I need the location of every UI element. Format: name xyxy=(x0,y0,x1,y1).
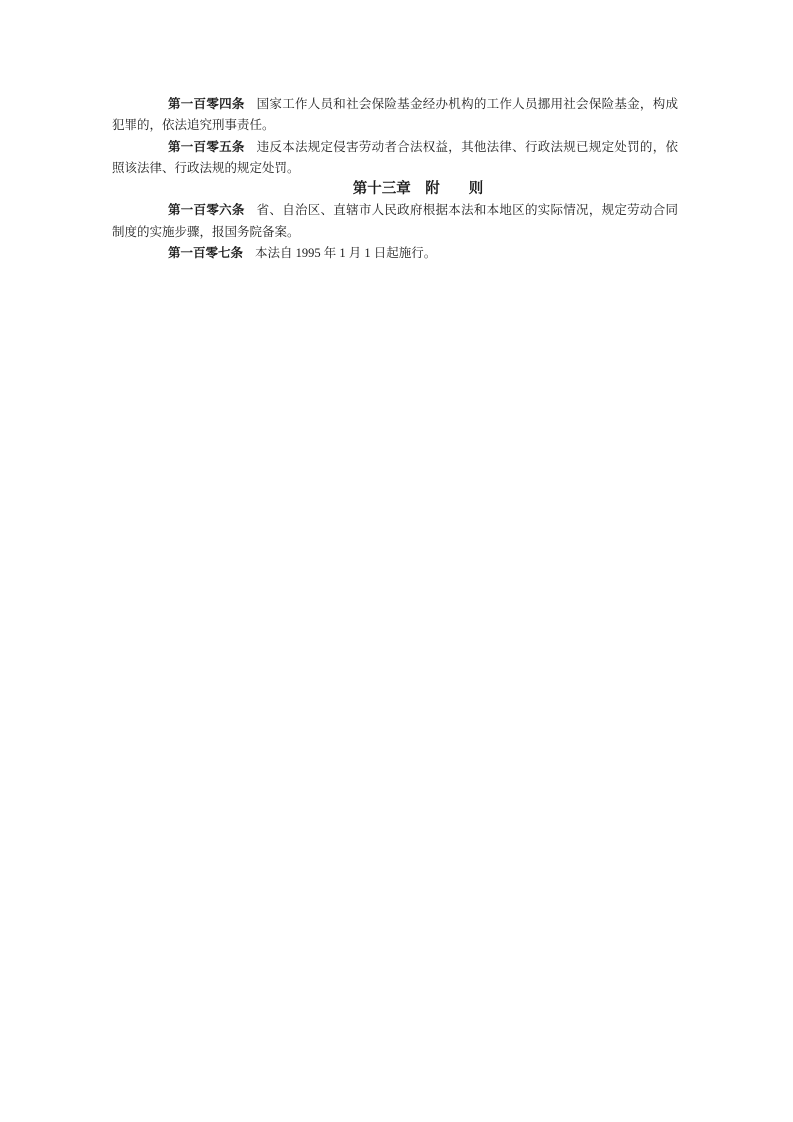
article-text: 省、自治区、直辖市人民政府根据本法和本地区的实际情况，规定劳动合同制度的实施步骤，报国务院备案。 xyxy=(112,203,678,239)
article-number: 第一百零七条 xyxy=(168,246,244,261)
article-text: 违反本法规定侵害劳动者合法权益，其他法律、行政法规已规定处罚的，依照该法律、行政法规的规定处罚。 xyxy=(112,139,678,175)
article-paragraph-105 xyxy=(112,137,678,180)
article-paragraph-104 xyxy=(112,94,678,137)
article-number: 第一百零六条 xyxy=(168,203,245,218)
document-content xyxy=(112,94,678,264)
chapter-heading: 第十三章 附 则 xyxy=(352,181,484,198)
article-paragraph-107 xyxy=(112,243,678,264)
article-number: 第一百零五条 xyxy=(168,139,245,154)
article-paragraph-106 xyxy=(112,200,678,243)
article-number: 第一百零四条 xyxy=(168,97,245,111)
article-text: 国家工作人员和社会保险基金经办机构的工作人员挪用社会保险基金，构成犯罪的，依法追究刑事责任。 xyxy=(112,97,678,133)
article-text: 本法自 1995 年 1 月 1 日起施行。 xyxy=(255,246,437,261)
